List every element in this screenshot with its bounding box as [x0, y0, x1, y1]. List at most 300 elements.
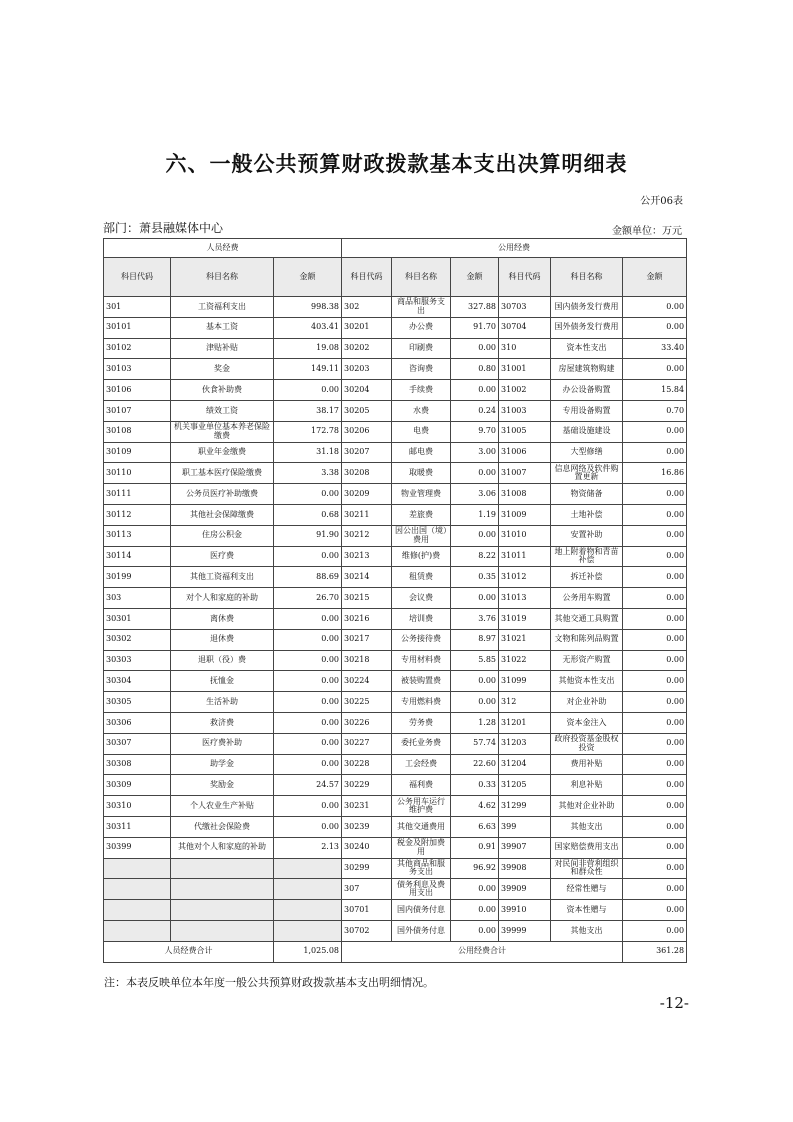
- table-row: [104, 629, 687, 650]
- item-amount: 0.00: [274, 816, 342, 837]
- item-amount: 0.00: [451, 463, 499, 484]
- item-amount: 0.24: [451, 400, 499, 421]
- item-amount: 2.13: [274, 837, 342, 858]
- item-code: 39907: [499, 837, 551, 858]
- item-code: 30110: [104, 463, 171, 484]
- item-code: 30231: [342, 796, 392, 817]
- item-code: 30201: [342, 317, 392, 338]
- item-code: 31002: [499, 380, 551, 401]
- item-name: 拆迁补偿: [551, 567, 623, 588]
- public-total-label: 公用经费合计: [342, 941, 623, 962]
- item-amount: 0.00: [623, 754, 687, 775]
- col-header-code: 科目代码: [342, 258, 392, 297]
- item-amount: 0.00: [623, 297, 687, 318]
- item-amount: 1.28: [451, 712, 499, 733]
- table-row: [104, 463, 687, 484]
- item-name: 津贴补贴: [171, 338, 274, 359]
- item-code: 31205: [499, 775, 551, 796]
- item-code: 31299: [499, 796, 551, 817]
- item-code: 399: [499, 816, 551, 837]
- public-total-value: 361.28: [623, 941, 687, 962]
- table-row: [104, 400, 687, 421]
- item-amount: 0.00: [274, 650, 342, 671]
- item-name: 国外债务发行费用: [551, 317, 623, 338]
- empty-cell: [171, 900, 274, 921]
- item-code: 30229: [342, 775, 392, 796]
- item-code: 30299: [342, 858, 392, 879]
- item-name: 其他工资福利支出: [171, 567, 274, 588]
- item-amount: 0.00: [623, 796, 687, 817]
- table-row: [104, 338, 687, 359]
- item-name: 无形资产购置: [551, 650, 623, 671]
- item-name: 离休费: [171, 608, 274, 629]
- page-title: 六、一般公共预算财政拨款基本支出决算明细表: [165, 151, 628, 176]
- item-code: 30217: [342, 629, 392, 650]
- item-code: 39999: [499, 920, 551, 941]
- item-code: 31013: [499, 588, 551, 609]
- item-code: 30239: [342, 816, 392, 837]
- item-amount: 0.70: [623, 400, 687, 421]
- item-name: 公务接待费: [392, 629, 451, 650]
- item-amount: 4.62: [451, 796, 499, 817]
- item-name: 办公设备购置: [551, 380, 623, 401]
- item-name: 维修(护)费: [392, 546, 451, 567]
- item-name: 其他对企业补助: [551, 796, 623, 817]
- table-row: [104, 588, 687, 609]
- item-name: 对个人和家庭的补助: [171, 588, 274, 609]
- item-code: 30106: [104, 380, 171, 401]
- item-code: 30112: [104, 504, 171, 525]
- item-code: 30212: [342, 525, 392, 546]
- item-code: 31201: [499, 712, 551, 733]
- item-code: 30227: [342, 733, 392, 754]
- item-code: 31010: [499, 525, 551, 546]
- table-row: [104, 796, 687, 817]
- item-amount: 0.00: [623, 421, 687, 442]
- item-amount: 96.92: [451, 858, 499, 879]
- item-code: 30206: [342, 421, 392, 442]
- item-amount: 0.00: [451, 692, 499, 713]
- item-code: 31001: [499, 359, 551, 380]
- item-name: 专用燃料费: [392, 692, 451, 713]
- item-amount: 0.00: [623, 567, 687, 588]
- public-group-header: 公用经费: [342, 239, 687, 258]
- item-amount: 0.00: [274, 671, 342, 692]
- table-row: [104, 837, 687, 858]
- item-name: 资本金注入: [551, 712, 623, 733]
- item-name: 房屋建筑物购建: [551, 359, 623, 380]
- item-name: 电费: [392, 421, 451, 442]
- item-code: 30309: [104, 775, 171, 796]
- item-amount: 0.00: [274, 754, 342, 775]
- col-header-amount: 金额: [274, 258, 342, 297]
- item-amount: 0.00: [623, 442, 687, 463]
- item-amount: 33.40: [623, 338, 687, 359]
- empty-cell: [171, 858, 274, 879]
- item-amount: 0.00: [623, 525, 687, 546]
- item-amount: 6.63: [451, 816, 499, 837]
- item-name: 退职（役）费: [171, 650, 274, 671]
- item-name: 个人农业生产补贴: [171, 796, 274, 817]
- item-amount: 0.00: [274, 546, 342, 567]
- item-amount: 91.90: [274, 525, 342, 546]
- item-code: 30224: [342, 671, 392, 692]
- table-row: [104, 671, 687, 692]
- item-name: 其他社会保障缴费: [171, 504, 274, 525]
- item-amount: 0.00: [274, 692, 342, 713]
- item-name: 绩效工资: [171, 400, 274, 421]
- item-amount: 0.00: [623, 858, 687, 879]
- table-row: [104, 920, 687, 941]
- item-name: 公务用车运行维护费: [392, 796, 451, 817]
- item-amount: 3.38: [274, 463, 342, 484]
- totals-row: [104, 941, 687, 962]
- item-code: 30111: [104, 484, 171, 505]
- table-code: 公开06表: [640, 196, 683, 207]
- item-amount: 0.00: [274, 733, 342, 754]
- empty-cell: [274, 879, 342, 900]
- item-amount: 0.00: [451, 920, 499, 941]
- item-name: 国外债务付息: [392, 920, 451, 941]
- item-code: 30114: [104, 546, 171, 567]
- item-code: 31012: [499, 567, 551, 588]
- item-amount: 0.00: [623, 879, 687, 900]
- item-code: 30218: [342, 650, 392, 671]
- item-amount: 0.00: [451, 380, 499, 401]
- item-name: 手续费: [392, 380, 451, 401]
- empty-cell: [104, 858, 171, 879]
- item-code: 30204: [342, 380, 392, 401]
- item-amount: 0.68: [274, 504, 342, 525]
- item-amount: 327.88: [451, 297, 499, 318]
- item-amount: 0.00: [623, 484, 687, 505]
- item-code: 30399: [104, 837, 171, 858]
- item-amount: 8.97: [451, 629, 499, 650]
- item-code: 31006: [499, 442, 551, 463]
- item-name: 福利费: [392, 775, 451, 796]
- item-code: 31008: [499, 484, 551, 505]
- item-name: 专用设备购置: [551, 400, 623, 421]
- item-amount: 3.06: [451, 484, 499, 505]
- item-name: 抚恤金: [171, 671, 274, 692]
- item-amount: 0.00: [274, 796, 342, 817]
- item-code: 30703: [499, 297, 551, 318]
- item-amount: 0.80: [451, 359, 499, 380]
- column-header-row: [104, 258, 687, 297]
- item-code: 30199: [104, 567, 171, 588]
- item-name: 利息补贴: [551, 775, 623, 796]
- table-row: [104, 567, 687, 588]
- personnel-total-label: 人员经费合计: [104, 941, 274, 962]
- item-code: 30216: [342, 608, 392, 629]
- table-row: [104, 421, 687, 442]
- item-code: 301: [104, 297, 171, 318]
- item-name: 奖励金: [171, 775, 274, 796]
- item-code: 30303: [104, 650, 171, 671]
- item-amount: 88.69: [274, 567, 342, 588]
- item-name: 被装购置费: [392, 671, 451, 692]
- item-code: 30704: [499, 317, 551, 338]
- item-amount: 0.00: [451, 338, 499, 359]
- item-code: 30302: [104, 629, 171, 650]
- personnel-group-header: 人员经费: [104, 239, 342, 258]
- table-row: [104, 775, 687, 796]
- item-amount: 0.91: [451, 837, 499, 858]
- col-header-amount: 金额: [451, 258, 499, 297]
- item-amount: 0.00: [623, 712, 687, 733]
- item-code: 30208: [342, 463, 392, 484]
- item-code: 30205: [342, 400, 392, 421]
- item-amount: 0.00: [274, 484, 342, 505]
- table-row: [104, 380, 687, 401]
- item-code: 30225: [342, 692, 392, 713]
- item-code: 30301: [104, 608, 171, 629]
- item-name: 物资储备: [551, 484, 623, 505]
- col-header-name: 科目名称: [171, 258, 274, 297]
- table-row: [104, 317, 687, 338]
- col-header-name: 科目名称: [551, 258, 623, 297]
- col-header-name: 科目名称: [392, 258, 451, 297]
- item-amount: 3.76: [451, 608, 499, 629]
- table-row: [104, 546, 687, 567]
- item-name: 其他交通工具购置: [551, 608, 623, 629]
- col-header-amount: 金额: [623, 258, 687, 297]
- table-row: [104, 712, 687, 733]
- table-row: [104, 442, 687, 463]
- item-code: 31022: [499, 650, 551, 671]
- item-code: 30701: [342, 900, 392, 921]
- item-code: 30214: [342, 567, 392, 588]
- item-name: 其他商品和服务支出: [392, 858, 451, 879]
- item-amount: 0.00: [623, 733, 687, 754]
- item-amount: 0.00: [451, 671, 499, 692]
- item-name: 劳务费: [392, 712, 451, 733]
- item-code: 31011: [499, 546, 551, 567]
- item-amount: 31.18: [274, 442, 342, 463]
- item-amount: 0.33: [451, 775, 499, 796]
- table-row: [104, 504, 687, 525]
- item-code: 30240: [342, 837, 392, 858]
- item-code: 30306: [104, 712, 171, 733]
- item-name: 经常性赠与: [551, 879, 623, 900]
- item-amount: 172.78: [274, 421, 342, 442]
- item-code: 31021: [499, 629, 551, 650]
- item-amount: 0.00: [274, 712, 342, 733]
- item-name: 邮电费: [392, 442, 451, 463]
- item-code: 30207: [342, 442, 392, 463]
- item-amount: 0.00: [623, 900, 687, 921]
- item-amount: 0.00: [623, 359, 687, 380]
- item-code: 39909: [499, 879, 551, 900]
- table-row: [104, 484, 687, 505]
- item-code: 30211: [342, 504, 392, 525]
- table-row: [104, 359, 687, 380]
- item-code: 31005: [499, 421, 551, 442]
- item-name: 文物和陈列品购置: [551, 629, 623, 650]
- item-code: 30102: [104, 338, 171, 359]
- item-name: 医疗费补助: [171, 733, 274, 754]
- item-amount: 26.70: [274, 588, 342, 609]
- table-row: [104, 754, 687, 775]
- item-name: 物业管理费: [392, 484, 451, 505]
- item-name: 差旅费: [392, 504, 451, 525]
- item-name: 工会经费: [392, 754, 451, 775]
- item-code: 30304: [104, 671, 171, 692]
- item-name: 职业年金缴费: [171, 442, 274, 463]
- item-amount: 149.11: [274, 359, 342, 380]
- item-name: 基础设施建设: [551, 421, 623, 442]
- item-code: 30108: [104, 421, 171, 442]
- item-amount: 0.00: [451, 900, 499, 921]
- item-amount: 9.70: [451, 421, 499, 442]
- item-name: 其他支出: [551, 920, 623, 941]
- item-name: 大型修缮: [551, 442, 623, 463]
- empty-cell: [104, 879, 171, 900]
- table-row: [104, 879, 687, 900]
- item-amount: 0.00: [623, 920, 687, 941]
- item-name: 住房公积金: [171, 525, 274, 546]
- item-amount: 0.00: [623, 546, 687, 567]
- table-row: [104, 608, 687, 629]
- table-row: [104, 650, 687, 671]
- item-code: 30228: [342, 754, 392, 775]
- item-amount: 1.19: [451, 504, 499, 525]
- item-name: 救济费: [171, 712, 274, 733]
- item-amount: 38.17: [274, 400, 342, 421]
- item-name: 工资福利支出: [171, 297, 274, 318]
- item-amount: 0.00: [623, 837, 687, 858]
- item-name: 水费: [392, 400, 451, 421]
- item-amount: 15.84: [623, 380, 687, 401]
- item-amount: 0.00: [274, 380, 342, 401]
- item-code: 30103: [104, 359, 171, 380]
- item-code: 30101: [104, 317, 171, 338]
- table-row: [104, 297, 687, 318]
- item-name: 对民间非营利组织和群众性: [551, 858, 623, 879]
- table-row: [104, 525, 687, 546]
- item-name: 租赁费: [392, 567, 451, 588]
- empty-cell: [104, 920, 171, 941]
- table-row: [104, 900, 687, 921]
- item-code: 30113: [104, 525, 171, 546]
- item-amount: 0.00: [623, 816, 687, 837]
- item-name: 奖金: [171, 359, 274, 380]
- item-code: 30109: [104, 442, 171, 463]
- item-code: 31003: [499, 400, 551, 421]
- footnote: 注：本表反映单位本年度一般公共预算财政拨款基本支出明细情况。: [104, 976, 434, 989]
- item-amount: 0.00: [623, 775, 687, 796]
- item-amount: 0.00: [623, 671, 687, 692]
- item-amount: 0.00: [274, 629, 342, 650]
- item-amount: 403.41: [274, 317, 342, 338]
- col-header-code: 科目代码: [104, 258, 171, 297]
- empty-cell: [274, 900, 342, 921]
- item-amount: 24.57: [274, 775, 342, 796]
- item-code: 30310: [104, 796, 171, 817]
- col-header-code: 科目代码: [499, 258, 551, 297]
- item-amount: 0.00: [451, 525, 499, 546]
- item-name: 基本工资: [171, 317, 274, 338]
- item-amount: 0.00: [623, 608, 687, 629]
- item-amount: 19.08: [274, 338, 342, 359]
- item-name: 医疗费: [171, 546, 274, 567]
- item-code: 30213: [342, 546, 392, 567]
- item-name: 土地补偿: [551, 504, 623, 525]
- item-amount: 8.22: [451, 546, 499, 567]
- item-amount: 0.00: [451, 879, 499, 900]
- item-name: 取暖费: [392, 463, 451, 484]
- item-code: 31007: [499, 463, 551, 484]
- item-code: 30209: [342, 484, 392, 505]
- item-name: 专用材料费: [392, 650, 451, 671]
- item-amount: 0.00: [623, 317, 687, 338]
- item-name: 代缴社会保险费: [171, 816, 274, 837]
- item-code: 30202: [342, 338, 392, 359]
- item-name: 其他支出: [551, 816, 623, 837]
- item-amount: 998.38: [274, 297, 342, 318]
- item-amount: 22.60: [451, 754, 499, 775]
- item-code: 39908: [499, 858, 551, 879]
- item-code: 307: [342, 879, 392, 900]
- item-amount: 0.00: [623, 629, 687, 650]
- item-name: 国内债务发行费用: [551, 297, 623, 318]
- item-code: 30307: [104, 733, 171, 754]
- item-amount: 0.00: [623, 504, 687, 525]
- item-amount: 0.00: [451, 588, 499, 609]
- item-amount: 5.85: [451, 650, 499, 671]
- item-name: 信息网络及软件购置更新: [551, 463, 623, 484]
- table-row: [104, 733, 687, 754]
- item-name: 商品和服务支出: [392, 297, 451, 318]
- item-name: 退休费: [171, 629, 274, 650]
- department-label: 部门：萧县融媒体中心: [103, 221, 224, 235]
- item-name: 培训费: [392, 608, 451, 629]
- empty-cell: [274, 858, 342, 879]
- item-amount: 0.00: [623, 650, 687, 671]
- item-code: 312: [499, 692, 551, 713]
- item-name: 印刷费: [392, 338, 451, 359]
- item-code: 39910: [499, 900, 551, 921]
- item-code: 30311: [104, 816, 171, 837]
- table-row: [104, 692, 687, 713]
- expenditure-table: [103, 238, 687, 963]
- item-code: 302: [342, 297, 392, 318]
- empty-cell: [274, 920, 342, 941]
- item-amount: 3.00: [451, 442, 499, 463]
- item-amount: 57.74: [451, 733, 499, 754]
- item-amount: 0.35: [451, 567, 499, 588]
- item-code: 310: [499, 338, 551, 359]
- empty-cell: [171, 879, 274, 900]
- item-code: 30305: [104, 692, 171, 713]
- item-name: 职工基本医疗保险缴费: [171, 463, 274, 484]
- personnel-total-value: 1,025.08: [274, 941, 342, 962]
- item-name: 其他对个人和家庭的补助: [171, 837, 274, 858]
- item-code: 30203: [342, 359, 392, 380]
- item-code: 30308: [104, 754, 171, 775]
- item-code: 30107: [104, 400, 171, 421]
- item-name: 生活补助: [171, 692, 274, 713]
- item-name: 因公出国（境）费用: [392, 525, 451, 546]
- item-name: 其他交通费用: [392, 816, 451, 837]
- table-row: [104, 816, 687, 837]
- item-name: 税金及附加费用: [392, 837, 451, 858]
- item-amount: 91.70: [451, 317, 499, 338]
- item-name: 费用补贴: [551, 754, 623, 775]
- table-row: [104, 858, 687, 879]
- item-name: 债务利息及费用支出: [392, 879, 451, 900]
- item-amount: 0.00: [274, 608, 342, 629]
